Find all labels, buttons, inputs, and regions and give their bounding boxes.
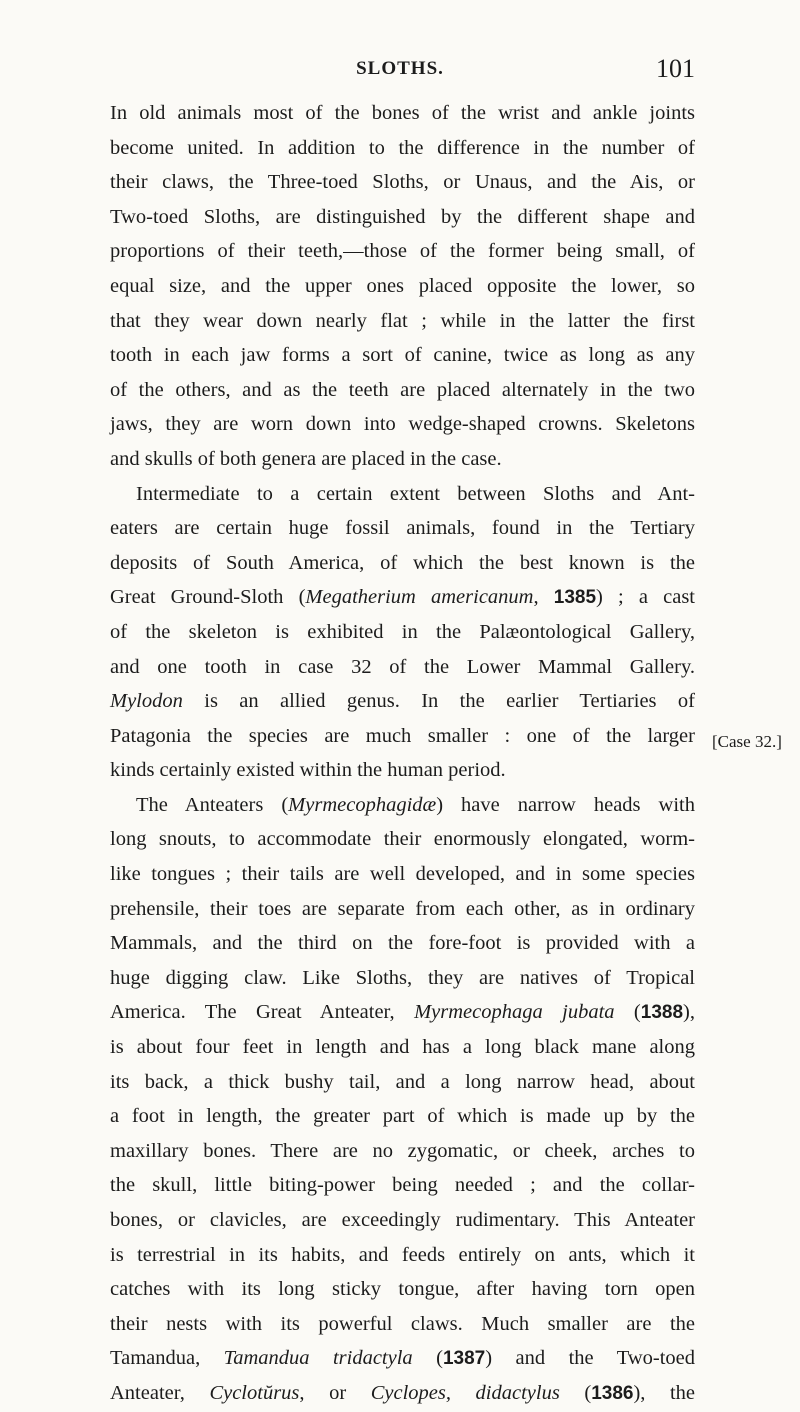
italic-text: Myrmecophaga jubata bbox=[414, 1001, 615, 1024]
text-line bbox=[110, 1030, 695, 1065]
text-run: is an allied genus. In the earlier Tertiaries of bbox=[182, 690, 695, 713]
text-line bbox=[110, 1065, 695, 1100]
text-run: and skulls of both genera are placed in the case. bbox=[110, 447, 502, 470]
text-run: like tongues ; their tails are well developed, and in some species bbox=[110, 863, 695, 886]
italic-text: Megatherium americanum bbox=[305, 586, 534, 609]
text-run: prehensile, their toes are separate from each other, as in ordinary bbox=[110, 897, 695, 920]
italic-text: Mylodon bbox=[110, 690, 183, 713]
italic-text: Myrmecophagidæ bbox=[288, 793, 437, 816]
text-line bbox=[110, 1376, 695, 1411]
text-line bbox=[110, 580, 695, 615]
text-run: ), bbox=[683, 1001, 695, 1024]
text-line bbox=[110, 1134, 695, 1169]
text-line bbox=[110, 684, 695, 719]
text-run: huge digging claw. Like Sloths, they are natives of Tropical bbox=[110, 966, 695, 989]
text-line bbox=[110, 1238, 695, 1273]
text-run: catches with its long sticky tongue, after having torn open bbox=[110, 1278, 695, 1301]
text-line bbox=[110, 615, 695, 650]
specimen-number: 1385 bbox=[553, 587, 597, 609]
text-line bbox=[110, 926, 695, 961]
text-line bbox=[110, 1203, 695, 1238]
text-line bbox=[110, 1307, 695, 1342]
text-run: the skull, little biting-power being needed ; and the collar- bbox=[110, 1174, 695, 1197]
text-run: tooth in each jaw forms a sort of canine, twice as long as any bbox=[110, 344, 695, 367]
text-line bbox=[110, 407, 695, 442]
text-run: ( bbox=[412, 1347, 443, 1370]
text-run: ) and the Two-toed bbox=[485, 1347, 695, 1370]
text-run: that they wear down nearly flat ; while in the latter the first bbox=[110, 309, 695, 332]
text-run: bones, or clavicles, are exceedingly rudimentary. This Anteater bbox=[110, 1209, 695, 1231]
text-line bbox=[110, 234, 695, 269]
italic-text: Cyclopes, didactylus bbox=[370, 1381, 560, 1404]
body-text bbox=[110, 96, 695, 1411]
text-run: is terrestrial in its habits, and feeds entirely on ants, which it bbox=[110, 1243, 695, 1266]
text-line bbox=[110, 822, 695, 857]
text-line bbox=[110, 269, 695, 304]
text-run: proportions of their teeth,—those of the former being small, of bbox=[110, 240, 695, 263]
text-run: Patagonia the species are much smaller : one of the larger bbox=[110, 724, 695, 747]
running-title: SLOTHS. bbox=[356, 58, 444, 79]
text-run: , bbox=[533, 586, 554, 609]
page-header bbox=[0, 54, 800, 88]
text-line bbox=[110, 892, 695, 927]
text-run: of the skeleton is exhibited in the Palæontological Gallery, bbox=[110, 620, 695, 643]
specimen-number: 1386 bbox=[591, 1382, 634, 1404]
text-run: their nests with its powerful claws. Much smaller are the bbox=[110, 1312, 695, 1335]
text-run: equal size, and the upper ones placed opposite the lower, so bbox=[110, 274, 695, 297]
text-run: jaws, they are worn down into wedge-shaped crowns. Skeletons bbox=[110, 413, 695, 436]
text-run: Great Ground-Sloth ( bbox=[110, 586, 306, 609]
text-line bbox=[110, 546, 695, 581]
text-line bbox=[110, 995, 695, 1030]
text-line bbox=[110, 511, 695, 546]
text-run: its back, a thick bushy tail, and a long narrow head, about bbox=[110, 1070, 695, 1093]
text-line bbox=[110, 442, 695, 477]
text-line bbox=[110, 719, 695, 754]
text-run: kinds certainly existed within the human period. bbox=[110, 759, 506, 782]
text-run: their claws, the Three-toed Sloths, or Unaus, and the Ais, or bbox=[110, 171, 695, 194]
italic-text: Tamandua tridactyla bbox=[223, 1347, 413, 1370]
text-run: maxillary bones. There are no zygomatic, or cheek, arches to bbox=[110, 1139, 695, 1162]
text-run: and one tooth in case 32 of the Lower Mammal Gallery. bbox=[110, 655, 695, 678]
text-run: ( bbox=[614, 1001, 641, 1024]
text-run: ( bbox=[559, 1381, 592, 1404]
text-run: long snouts, to accommodate their enormously elongated, worm- bbox=[110, 828, 695, 851]
margin-note: [Case 32.] bbox=[712, 732, 782, 751]
text-run: deposits of South America, of which the best known is the bbox=[110, 551, 695, 574]
text-run: Intermediate to a certain extent between Sloths and Ant- bbox=[136, 482, 695, 505]
text-line bbox=[110, 753, 695, 788]
text-line bbox=[110, 857, 695, 892]
specimen-number: 1388 bbox=[640, 1002, 684, 1024]
text-line bbox=[110, 961, 695, 996]
text-line bbox=[110, 165, 695, 200]
text-line bbox=[110, 304, 695, 339]
text-run: Mammals, and the third on the fore-foot is provided with a bbox=[110, 932, 695, 955]
text-line bbox=[110, 131, 695, 166]
specimen-number: 1387 bbox=[442, 1348, 486, 1370]
text-run: ) have narrow heads with bbox=[436, 793, 695, 816]
text-run: Two-toed Sloths, are distinguished by the different shape and bbox=[110, 205, 695, 228]
text-line bbox=[110, 650, 695, 685]
text-line bbox=[110, 477, 695, 512]
text-line bbox=[110, 1341, 695, 1376]
text-run: become united. In addition to the difference in the number of bbox=[110, 136, 695, 159]
text-line bbox=[110, 1099, 695, 1134]
italic-text: Cyclotŭrus bbox=[209, 1381, 300, 1404]
text-run: America. The Great Anteater, bbox=[110, 1001, 415, 1024]
text-run: Tamandua, bbox=[110, 1347, 224, 1370]
text-line bbox=[110, 1272, 695, 1307]
text-line bbox=[110, 788, 695, 823]
text-run: is about four feet in length and has a long black mane along bbox=[110, 1036, 695, 1059]
text-run: In old animals most of the bones of the wrist and ankle joints bbox=[110, 102, 695, 124]
text-run: a foot in length, the greater part of which is made up by the bbox=[110, 1105, 695, 1128]
text-line bbox=[110, 200, 695, 235]
page-number: 101 bbox=[656, 54, 695, 83]
text-line bbox=[110, 338, 695, 373]
text-run: , or bbox=[299, 1381, 371, 1404]
text-line bbox=[110, 1168, 695, 1203]
text-run: Anteater, bbox=[110, 1381, 210, 1404]
text-line bbox=[110, 96, 695, 131]
text-run: ) ; a cast bbox=[596, 586, 695, 609]
text-run: of the others, and as the teeth are placed alternately in the two bbox=[110, 378, 695, 401]
text-run: ), the bbox=[633, 1381, 696, 1404]
text-line bbox=[110, 373, 695, 408]
text-run: The Anteaters ( bbox=[136, 793, 289, 816]
text-run: eaters are certain huge fossil animals, found in the Tertiary bbox=[110, 517, 695, 540]
